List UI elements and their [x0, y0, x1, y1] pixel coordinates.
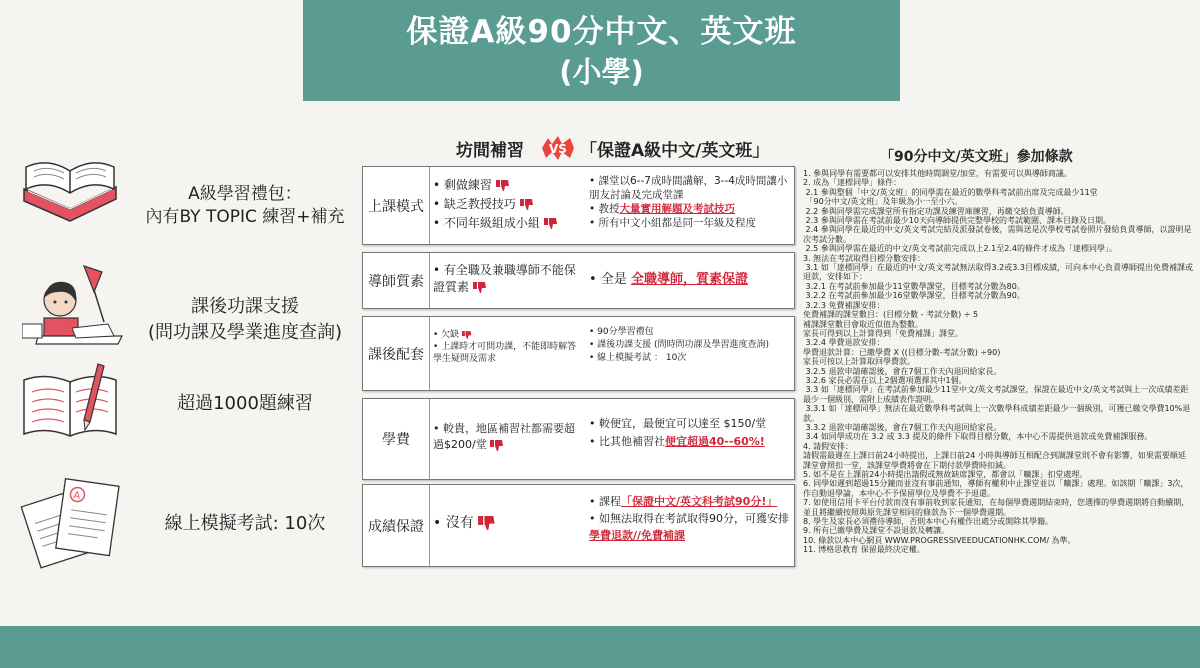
list-item: • 欠缺: [433, 329, 581, 341]
list-item: • 全是 全職導師，質素保證: [589, 272, 748, 287]
thumbs-down-icon: [462, 331, 472, 339]
thumbs-down-icon: [496, 180, 510, 191]
thumbs-down-icon: [490, 440, 504, 451]
thumbs-down-icon: [520, 199, 534, 210]
banner-title: 保證A級90分中文、英文班: [406, 14, 797, 50]
vs-text: VS: [549, 142, 567, 156]
feature-1-line2: 內有BY TOPIC 練習+補充: [145, 207, 345, 227]
terms-title: 「90分中文/英文班」參加條款: [880, 149, 1073, 165]
title-banner: [303, 0, 900, 101]
feature-1000-exercises: [0, 360, 360, 450]
feature-2-line1: 課後功課支援: [191, 296, 299, 317]
feature-mock-exams: [0, 470, 360, 580]
list-item: • 90分學習禮包: [589, 327, 654, 337]
table-row-class-mode: [362, 166, 795, 245]
row-label: 課後配套: [363, 317, 430, 390]
list-item: • 上課時才可問功課，不能即時解答學生疑問及需求: [433, 342, 577, 364]
table-row-tutor-quality: [362, 252, 795, 309]
girl-studying-icon: [22, 262, 132, 354]
terms-body: 1. 參與同學有需要都可以安排其他時間調堂/加堂，有需要可以與導師商議。 2. 成為「達標同學」條件： 2.1 參與整個「中文/英文班」的同學需在最近的數學科考試前出席及完成最少11堂 「90分中文/英文班」及年級為小一至小六。 2.2 參與同學需完成課堂所有指定功課及練習庫練習，再繳交給負責導師。 2.3 參與同學需在考試前最少10天向導師提供完整學校的考試範圍、課本目錄及日期。 2.4 參與同學在最近的中文/英文考試完結及派發試卷後，需與送是次學校考試卷照片發給負責導師，以證明是次考試分數。 2.5 參與同學需在最近的中文/英文考試前完成以上2.1至2.4的條件才成為「達標同學」。 3. 無法在考試取得目標分數安排： 3.1 如「達標同學」在最近的中文/英文考試無法取得3.2或3.3目標成績，可向本中心負責導師提出免費補課或退款，安排如下： 3.2.1 在考試前參加最少11堂數學課堂，目標考試分數為80。 3.2.2 在考試前參加最少16堂數學課堂，目標考試分數為90。 3.2.3 免費補課安排： 免費補課的課堂數目：(目標分數 - 考試分數) ÷ 5 補課課堂數目會取近似值為整數。 家長可得到以上計算得到「免費補課」課堂。 3.2.4 學費退款安排： 學費退款計算：已繳學費 X ((目標分數-考試分數) ÷90) 家長可按以上計算取回學費款。 3.2.5 退款申請確認後，會在7個工作天內退回給家長。 3.2.6 家長必需在以上2個選項選擇其中1個。 3.3 如「達標同學」在考試前參加最少11堂中文/英文考試課堂，保證在最近中文/英文考試與上一次成績差距最少一個級別，需附上成績表作證明。 3.3.1 如「達標同學」無法在最近數學科考試與上一次數學科成績差距最少一個級別，可獲已繳交學費10%退款。 3.3.2 退款申請確認後，會在7個工作天內退回給家長。 3.4 如同學成功在 3.2 或 3.3 提及的條件下取得目標分數，本中心不需提供退款或免費補課服務。 4. 請假安排： 請假需最遲在上課日前24小時提出，上課日前24 小時與導師互相配合到調課堂則不會有影響，如果需要順延課堂會照扣一堂，該課堂學費將會在下期付款學費時扣減。 5. 如不是在上課前24小時提出請假或無故缺席課堂，都會以「曠課」扣堂處理。 6. 同學如遲到超過15分鐘而並沒有事前通知，導師有權利中止課堂並以「曠課」處理。如該期「曠課」3次，作自動退學論，本中心不予保留學位及學費不予退還。 7. 如使用信用卡平台付款而沒有事前收到家長通知，在每個學費週期結束時，您選擇的學費週期將自動續期，並且將繼續按照與原先課堂相同的條款為下一個學費週期。 8. 學生及家長必須禮待導師，否則本中心有權作出處分或開除其學籍。 9. 所有已繳學費及課堂不設退款及轉讓。 10. 條款以本中心網頁 WWW.PROGRESSIVEEDUCATIONHK.COM/ 為準。 11. 博格思教育 保留最終決定權。: [803, 169, 1193, 555]
row-label: 導師質素: [363, 253, 430, 308]
table-row-grade-guarantee: [362, 484, 795, 567]
list-item: • 課堂以6--7成時間講解，3--4成時間讓小朋友討論及完成堂課: [589, 175, 788, 201]
svg-text:A: A: [72, 490, 81, 502]
list-item: • 剩做練習: [433, 176, 585, 195]
list-item: • 如無法取得在考試取得90分，可獲安排學費退款//免費補課: [589, 512, 789, 542]
table-row-after-class: [362, 316, 795, 391]
footer-bar: [0, 626, 1200, 668]
exam-papers-icon: [14, 470, 130, 576]
list-item: • 課後功課支援 (問時問功課及學習進度查詢): [589, 340, 770, 350]
table-row-fees: [362, 398, 795, 480]
header-tutoring-centre: 坊間補習: [456, 141, 524, 161]
vs-badge-icon: [540, 134, 576, 162]
list-item: • 沒有: [433, 513, 585, 533]
list-item: • 比其他補習社便宜超過40--60%!: [589, 435, 765, 448]
list-item: • 不同年級組成小組: [433, 214, 585, 233]
row-label: 上課模式: [363, 167, 430, 244]
feature-learning-pack: [0, 139, 360, 229]
feature-4-line1: 線上模擬考試: 10次: [164, 513, 326, 534]
banner-subtitle: (小學): [559, 55, 644, 89]
feature-homework-support: [0, 262, 360, 352]
list-item: • 缺乏教授技巧: [433, 195, 585, 214]
feature-3-line1: 超過1000題練習: [177, 393, 313, 414]
header-guaranteed-class: 「保證A級中文/英文班」: [580, 141, 770, 161]
list-item: • 較貴，地區補習社都需要超過$200/堂: [433, 422, 575, 451]
list-item: • 教授大量實用解題及考試技巧: [589, 203, 736, 215]
books-icon: [18, 139, 122, 223]
notebook-pen-icon: [18, 360, 122, 442]
list-item: • 課程「保證中文/英文科考試90分!」: [589, 495, 778, 508]
list-item: • 有全職及兼職導師不能保證質素: [433, 263, 576, 294]
thumbs-down-icon: [478, 516, 496, 530]
thumbs-down-icon: [473, 282, 487, 293]
comparison-table: [362, 166, 795, 625]
list-item: • 較便宜，最便宜可以達至 $150/堂: [589, 417, 767, 430]
row-label: 學費: [363, 399, 430, 479]
feature-2-line2: (問功課及學業進度查詢): [147, 322, 343, 343]
thumbs-down-icon: [544, 218, 558, 229]
list-item: • 線上模擬考試 ： 10次: [589, 353, 687, 363]
list-item: • 所有中文小組都是同一年級及程度: [589, 217, 757, 229]
row-label: 成績保證: [363, 485, 430, 566]
feature-1-line1: A級學習禮包：: [188, 184, 302, 204]
